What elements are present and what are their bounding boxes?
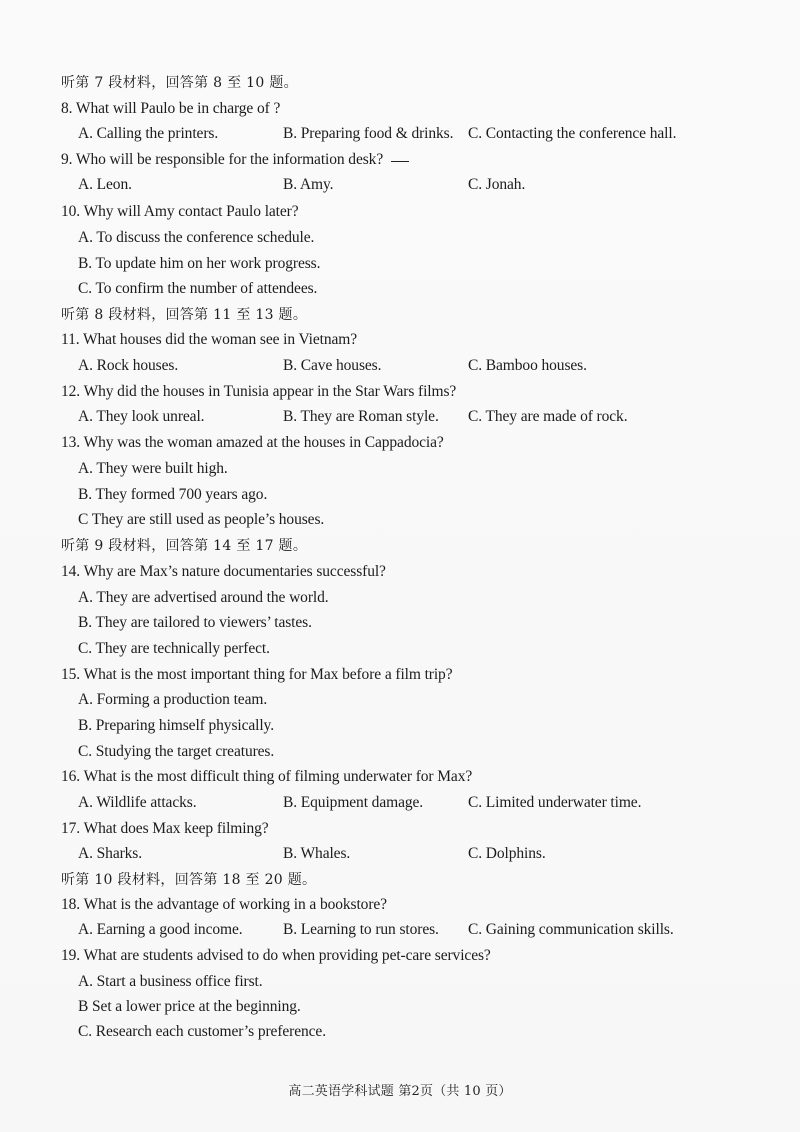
option-a: A. Forming a production team. (78, 691, 268, 708)
question-stem: 12. Why did the houses in Tunisia appear in the Star Wars films? (61, 383, 457, 400)
option-b: B. Preparing himself physically. (78, 717, 274, 734)
option-b: B. Learning to run stores. (283, 921, 439, 938)
option-c: C. Research each customer’s preference. (78, 1023, 326, 1040)
question-stem: 8. What will Paulo be in charge of ? (61, 100, 281, 117)
option-c: C. Contacting the conference hall. (468, 125, 677, 142)
option-a: A. They are advertised around the world. (78, 589, 329, 606)
question-stem: 10. Why will Amy contact Paulo later? (61, 203, 299, 220)
option-c: C They are still used as people’s houses. (78, 511, 325, 528)
option-c: C. Limited underwater time. (468, 794, 642, 811)
option-c: C. Studying the target creatures. (78, 743, 275, 760)
question-stem: 11. What houses did the woman see in Vietnam? (61, 331, 358, 348)
section-header: 听第 10 段材料，回答第 18 至 20 题。 (61, 872, 317, 888)
option-b: B. They formed 700 years ago. (78, 486, 268, 503)
question-stem: 16. What is the most difficult thing of filming underwater for Max? (61, 768, 473, 785)
question-stem: 19. What are students advised to do when providing pet-care services? (61, 947, 491, 964)
option-b: B. Whales. (283, 845, 351, 862)
question-row (61, 148, 409, 172)
option-c: C. Dolphins. (468, 845, 546, 862)
option-a: A. Sharks. (78, 845, 143, 862)
question-stem: 14. Why are Max’s nature documentaries successful? (61, 563, 386, 580)
option-b: B. To update him on her work progress. (78, 255, 321, 272)
question-stem: 13. Why was the woman amazed at the houses in Cappadocia? (61, 434, 444, 451)
question-stem: 9. Who will be responsible for the information desk? (61, 151, 384, 168)
question-stem: 17. What does Max keep filming? (61, 820, 269, 837)
page-footer: 高二英语学科试题 第2页（共 10 页） (288, 1084, 512, 1099)
option-a: A. To discuss the conference schedule. (78, 229, 315, 246)
answer-blank (391, 161, 409, 162)
option-b: B. Cave houses. (283, 357, 382, 374)
section-header: 听第 8 段材料，回答第 11 至 13 题。 (61, 307, 308, 323)
option-a: A. Leon. (78, 176, 132, 193)
section-header: 听第 9 段材料，回答第 14 至 17 题。 (61, 538, 308, 554)
option-c: C. To confirm the number of attendees. (78, 280, 318, 297)
option-a: A. Wildlife attacks. (78, 794, 197, 811)
option-a: A. Earning a good income. (78, 921, 243, 938)
option-b: B. They are Roman style. (283, 408, 439, 425)
option-b: B. They are tailored to viewers’ tastes. (78, 614, 312, 631)
section-header: 听第 7 段材料，回答第 8 至 10 题。 (61, 75, 298, 91)
option-c: C. They are made of rock. (468, 408, 628, 425)
option-c: C. Gaining communication skills. (468, 921, 674, 938)
option-b: B Set a lower price at the beginning. (78, 998, 301, 1015)
option-c: C. Bamboo houses. (468, 357, 587, 374)
option-c: C. They are technically perfect. (78, 640, 270, 657)
option-c: C. Jonah. (468, 176, 526, 193)
option-b: B. Amy. (283, 176, 334, 193)
option-a: A. Calling the printers. (78, 125, 219, 142)
option-b: B. Equipment damage. (283, 794, 424, 811)
question-stem: 18. What is the advantage of working in a bookstore? (61, 896, 387, 913)
option-b: B. Preparing food & drinks. (283, 125, 454, 142)
option-a: A. Start a business office first. (78, 973, 263, 990)
question-stem: 15. What is the most important thing for Max before a film trip? (61, 666, 453, 683)
option-a: A. They look unreal. (78, 408, 205, 425)
option-a: A. Rock houses. (78, 357, 179, 374)
option-a: A. They were built high. (78, 460, 228, 477)
